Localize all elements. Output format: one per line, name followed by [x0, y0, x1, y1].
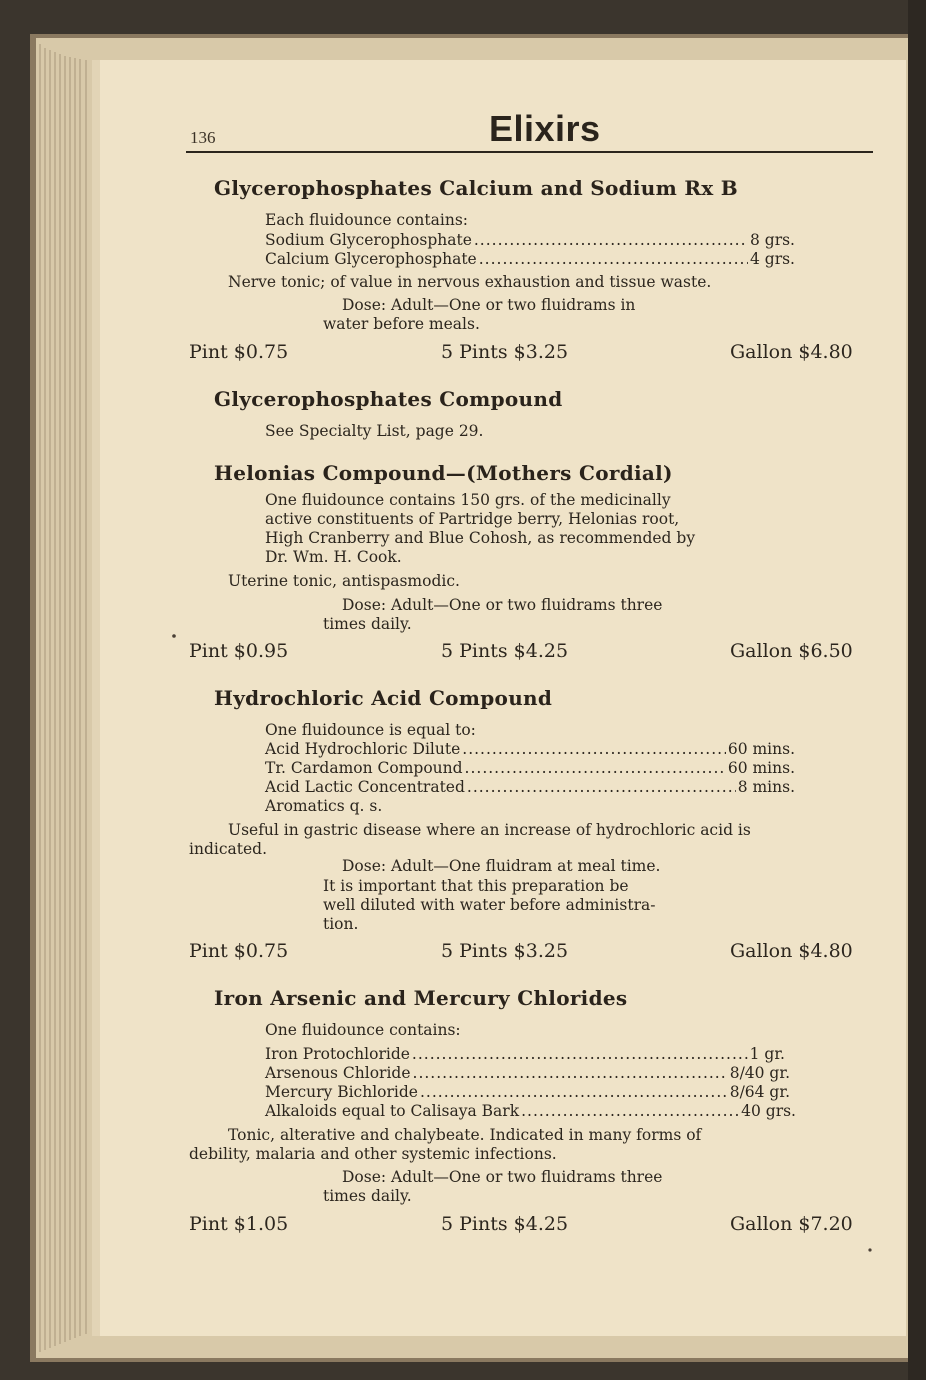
- entry-use-line: debility, malaria and other systemic infections.: [189, 1145, 557, 1163]
- entry-extra: Aromatics q. s.: [265, 797, 383, 815]
- ingredient-name: Arsenous Chloride: [265, 1064, 411, 1082]
- entry-heading: Glycerophosphates Compound: [214, 387, 563, 411]
- entry-note: See Specialty List, page 29.: [265, 422, 484, 440]
- price-five-pints: 5 Pints $3.25: [441, 940, 569, 962]
- price-five-pints: 5 Pints $3.25: [441, 341, 569, 363]
- dot-leader: [467, 778, 736, 797]
- price-gallon: Gallon $4.80: [730, 940, 853, 962]
- entry-use-line: Tonic, alterative and chalybeate. Indicated in many forms of: [228, 1126, 702, 1144]
- entry-description-line: active constituents of Partridge berry, Helonias root,: [265, 510, 680, 528]
- entry-description-line: Dr. Wm. H. Cook.: [265, 548, 402, 566]
- page-number: 136: [190, 128, 216, 147]
- ingredient-amount: 40 grs.: [741, 1102, 796, 1120]
- dot-leader: [521, 1102, 739, 1121]
- ingredient-name: Alkaloids equal to Calisaya Bark: [265, 1102, 520, 1120]
- entry-use: Nerve tonic; of value in nervous exhaustion and tissue waste.: [228, 273, 712, 291]
- ingredient-name: Acid Hydrochloric Dilute: [265, 740, 461, 758]
- header-rule: [186, 151, 873, 153]
- entry-use: Uterine tonic, antispasmodic.: [228, 572, 460, 590]
- ingredient-row: [265, 759, 795, 778]
- entry-dose-line: times daily.: [323, 1187, 412, 1205]
- entry-heading: Helonias Compound—(Mothers Cordial): [214, 461, 673, 485]
- ingredient-row: [265, 778, 795, 797]
- price-gallon: Gallon $7.20: [730, 1213, 853, 1235]
- ingredient-name: Tr. Cardamon Compound: [265, 759, 463, 777]
- entry-dose-line: Dose: Adult—One or two fluidrams three: [342, 596, 663, 614]
- ingredient-name: Iron Protochloride: [265, 1045, 410, 1063]
- price-pint: Pint $0.95: [189, 640, 289, 662]
- entry-dose-line: well diluted with water before administra-: [323, 896, 656, 914]
- entry-description-line: One fluidounce contains 150 grs. of the medicinally: [265, 491, 671, 509]
- ingredient-name: Acid Lactic Concentrated: [265, 778, 465, 796]
- entry-dose-line: It is important that this preparation be: [323, 877, 629, 895]
- entry-dose-line: Dose: Adult—One or two fluidrams three: [342, 1168, 663, 1186]
- ingredient-row: [265, 1102, 796, 1121]
- dot-leader: [474, 231, 748, 250]
- ingredient-amount: 60 mins.: [727, 759, 795, 777]
- ingredient-amount: 1 gr.: [749, 1045, 785, 1063]
- ingredient-amount: 60 mins.: [727, 740, 795, 758]
- price-gallon: Gallon $4.80: [730, 341, 853, 363]
- entry-use-line: Useful in gastric disease where an increase of hydrochloric acid is: [228, 821, 751, 839]
- dot-leader: [465, 759, 726, 778]
- entry-use-line: indicated.: [189, 840, 267, 858]
- ingredient-row: [265, 1045, 785, 1064]
- dot-leader: [412, 1045, 748, 1064]
- price-five-pints: 5 Pints $4.25: [441, 640, 569, 662]
- price-pint: Pint $0.75: [189, 341, 289, 363]
- entry-dose-line: times daily.: [323, 615, 412, 633]
- price-pint: Pint $1.05: [189, 1213, 289, 1235]
- dot-leader: [420, 1083, 728, 1102]
- dot-leader: [413, 1064, 728, 1083]
- dot-leader: [462, 740, 726, 759]
- ingredient-name: Mercury Bichloride: [265, 1083, 418, 1101]
- ingredient-row: [265, 1064, 790, 1083]
- entry-heading: Iron Arsenic and Mercury Chlorides: [214, 986, 628, 1010]
- ingredient-amount: 8/64 gr.: [729, 1083, 790, 1101]
- ingredient-amount: 8 grs.: [749, 231, 795, 249]
- entry-dose-line: Dose: Adult—One or two fluidrams in: [342, 296, 636, 314]
- ingredient-name: Sodium Glycerophosphate: [265, 231, 472, 249]
- dot-leader: [479, 250, 748, 269]
- entry-intro: One fluidounce is equal to:: [265, 721, 476, 739]
- price-pint: Pint $0.75: [189, 940, 289, 962]
- entry-heading: Hydrochloric Acid Compound: [214, 686, 553, 710]
- ingredient-row: [265, 740, 795, 759]
- ingredient-row: [265, 250, 795, 269]
- ingredient-row: [265, 231, 795, 250]
- entry-description-line: High Cranberry and Blue Cohosh, as recommended by: [265, 529, 696, 547]
- ingredient-amount: 8/40 gr.: [729, 1064, 790, 1082]
- ingredient-name: Calcium Glycerophosphate: [265, 250, 477, 268]
- entry-intro: One fluidounce contains:: [265, 1021, 461, 1039]
- entry-heading: Glycerophosphates Calcium and Sodium Rx B: [214, 176, 738, 200]
- entry-dose-line: water before meals.: [323, 315, 480, 333]
- page-title: Elixirs: [489, 108, 601, 149]
- ingredient-amount: 8 mins.: [737, 778, 795, 796]
- ingredient-amount: 4 grs.: [749, 250, 795, 268]
- entry-dose-line: Dose: Adult—One fluidram at meal time.: [342, 857, 661, 875]
- entry-dose-line: tion.: [323, 915, 359, 933]
- entry-intro: Each fluidounce contains:: [265, 211, 469, 229]
- ingredient-row: [265, 1083, 790, 1102]
- price-gallon: Gallon $6.50: [730, 640, 853, 662]
- price-five-pints: 5 Pints $4.25: [441, 1213, 569, 1235]
